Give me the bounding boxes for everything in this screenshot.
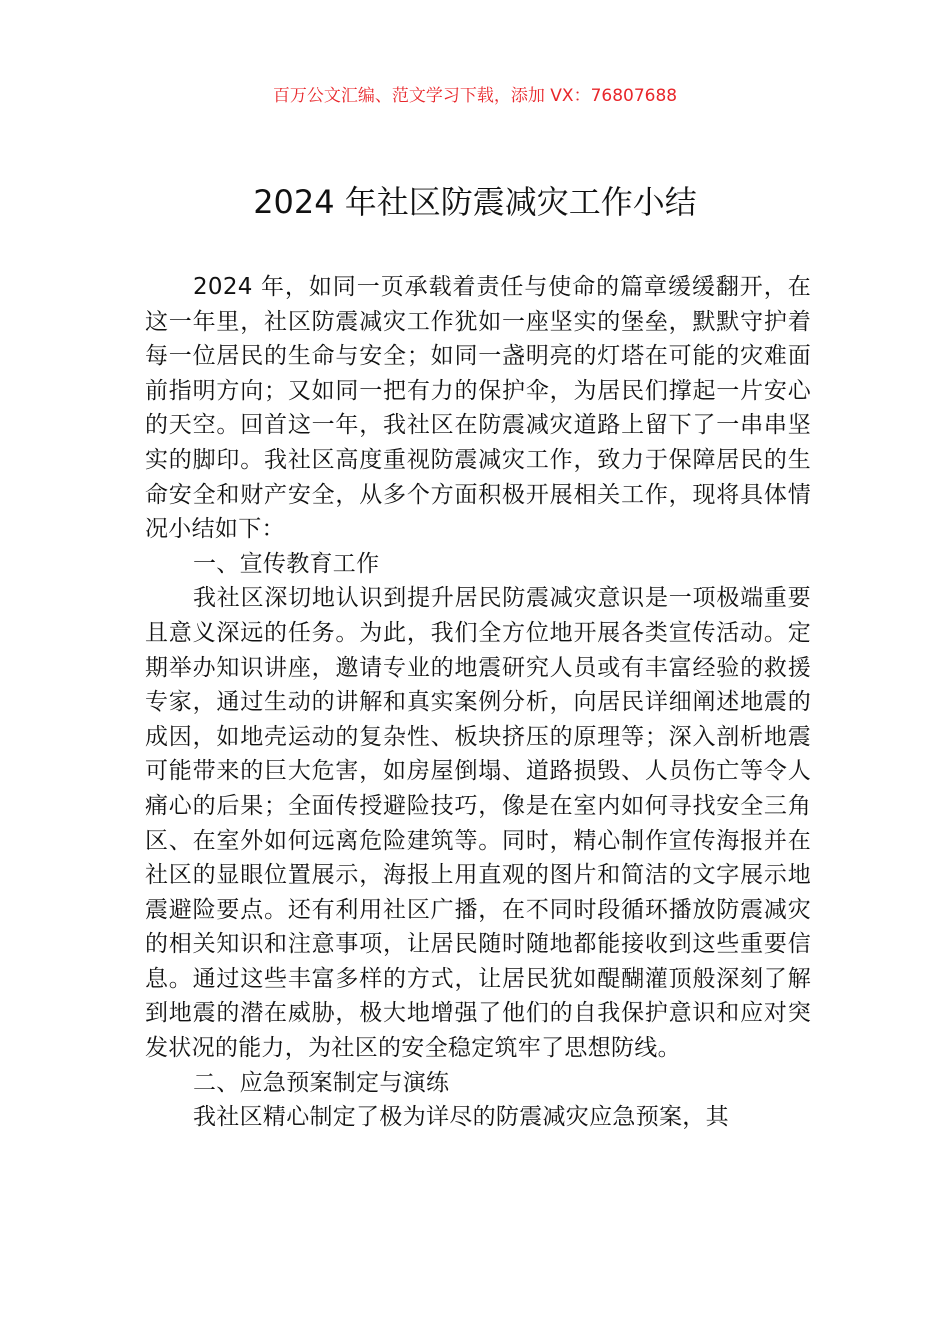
paragraph-emergency-plan: 我社区精心制定了极为详尽的防震减灾应急预案，其 <box>193 1104 729 1131</box>
paragraph-intro: 2024 年，如同一页承载着责任与使命的篇章缓缓翻开，在这一年里，社区防震减灾工作犹如一座坚实的堡垒，默默守护着每一位居民的生命与安全；如同一盏明亮的灯塔在可能的灾难面前指明方向；又如同一把有力的保护伞，为居民们撑起一片安心的天空。回首这一年，我社区在防震减灾道路上留下了一串串坚实的脚印。我社区高度重视防震减灾工作，致力于保障居民的生命安全和财产安全，从多个方面积极开展相关工作，现将具体情况小结如下： <box>145 274 811 543</box>
section-heading-publicity: 一、宣传教育工作 <box>193 550 380 577</box>
paragraph-publicity: 我社区深切地认识到提升居民防震减灾意识是一项极端重要且意义深远的任务。为此，我们全方位地开展各类宣传活动。定期举办知识讲座，邀请专业的地震研究人员或有丰富经验的救援专家，通过生动的讲解和真实案例分析，向居民详细阐述地震的成因，如地壳运动的复杂性、板块挤压的原理等；深入剖析地震可能带来的巨大危害，如房屋倒塌、道路损毁、人员伤亡等令人痛心的后果；全面传授避险技巧，像是在室内如何寻找安全三角区、在室外如何远离危险建筑等。同时，精心制作宣传海报并在社区的显眼位置展示，海报上用直观的图片和简洁的文字展示地震避险要点。还有利用社区广播，在不同时段循环播放防震减灾的相关知识和注意事项，让居民随时随地都能接收到这些重要信息。通过这些丰富多样的方式，让居民犹如醍醐灌顶般深刻了解到地震的潜在威胁，极大地增强了他们的自我保护意识和应对突发状况的能力，为社区的安全稳定筑牢了思想防线。 <box>145 585 811 1062</box>
document-body <box>145 270 811 1135</box>
document-title: 2024 年社区防震减灾工作小结 <box>253 183 697 221</box>
section-heading-emergency-plan: 二、应急预案制定与演练 <box>193 1069 450 1096</box>
header-notice: 百万公文汇编、范文学习下载，添加 VX：76807688 <box>272 86 678 106</box>
